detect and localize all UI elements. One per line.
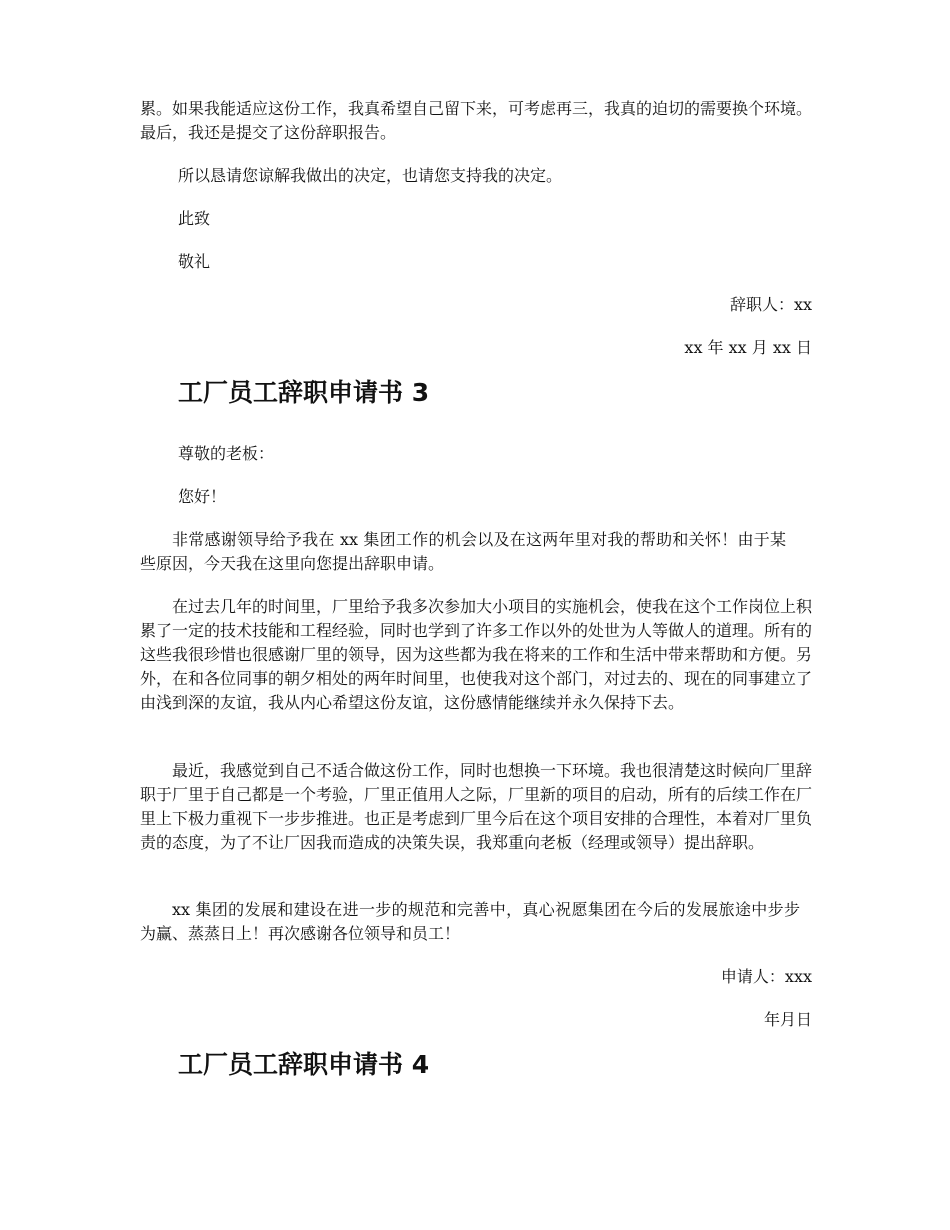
body-paragraph-3: 最近，我感觉到自己不适合做这份工作，同时也想换一下环境。我也很清楚这时候向厂里辞职于厂里于自己都是一个考验，厂里正值用人之际，厂里新的项目的启动，所有的后续工作在厂里上下极力重视下一步步推进。也正是考虑到厂里今后在这个项目安排的合理性，本着对厂里负责的态度，为了不让厂因我而造成的决策失误，我郑重向老板（经理或领导）提出辞职。 bbox=[140, 761, 813, 852]
section-heading-4: 工厂员工辞职申请书 4 bbox=[178, 1050, 430, 1079]
salutation: 尊敬的老板： bbox=[178, 444, 275, 463]
application-date: 年月日 bbox=[763, 1010, 812, 1029]
closing-line-2: 敬礼 bbox=[178, 252, 211, 271]
document-page bbox=[140, 0, 812, 1230]
resigner-signature: 辞职人：xx bbox=[729, 295, 812, 314]
request-line: 所以恳请您谅解我做出的决定，也请您支持我的决定。 bbox=[178, 166, 563, 185]
greeting: 您好！ bbox=[178, 487, 227, 506]
body-paragraph-1: 非常感谢领导给予我在 xx 集团工作的机会以及在这两年里对我的帮助和关怀！由于某些原因，今天我在这里向您提出辞职申请。 bbox=[140, 530, 786, 573]
closing-line-1: 此致 bbox=[178, 209, 211, 228]
section-heading-3: 工厂员工辞职申请书 3 bbox=[178, 378, 430, 407]
letter-date: xx 年 xx 月 xx 日 bbox=[684, 338, 812, 357]
body-paragraph-2: 在过去几年的时间里，厂里给予我多次参加大小项目的实施机会，使我在这个工作岗位上积累了一定的技术技能和工程经验，同时也学到了许多工作以外的处世为人等做人的道理。所有的这些我很珍惜也很感谢厂里的领导，因为这些都为我在将来的工作和生活中带来帮助和方便。另外，在和各位同事的朝夕相处的两年时间里，也使我对这个部门，对过去的、现在的同事建立了由浅到深的友谊，我从内心希望这份友谊，这份感情能继续并永久保持下去。 bbox=[140, 597, 813, 712]
opening-paragraph: 累。如果我能适应这份工作，我真希望自己留下来，可考虑再三，我真的迫切的需要换个环境。最后，我还是提交了这份辞职报告。 bbox=[140, 99, 813, 142]
applicant-signature: 申请人：xxx bbox=[720, 967, 812, 986]
body-paragraph-4: xx 集团的发展和建设在进一步的规范和完善中，真心祝愿集团在今后的发展旅途中步步为赢、蒸蒸日上！再次感谢各位领导和员工！ bbox=[140, 900, 800, 943]
